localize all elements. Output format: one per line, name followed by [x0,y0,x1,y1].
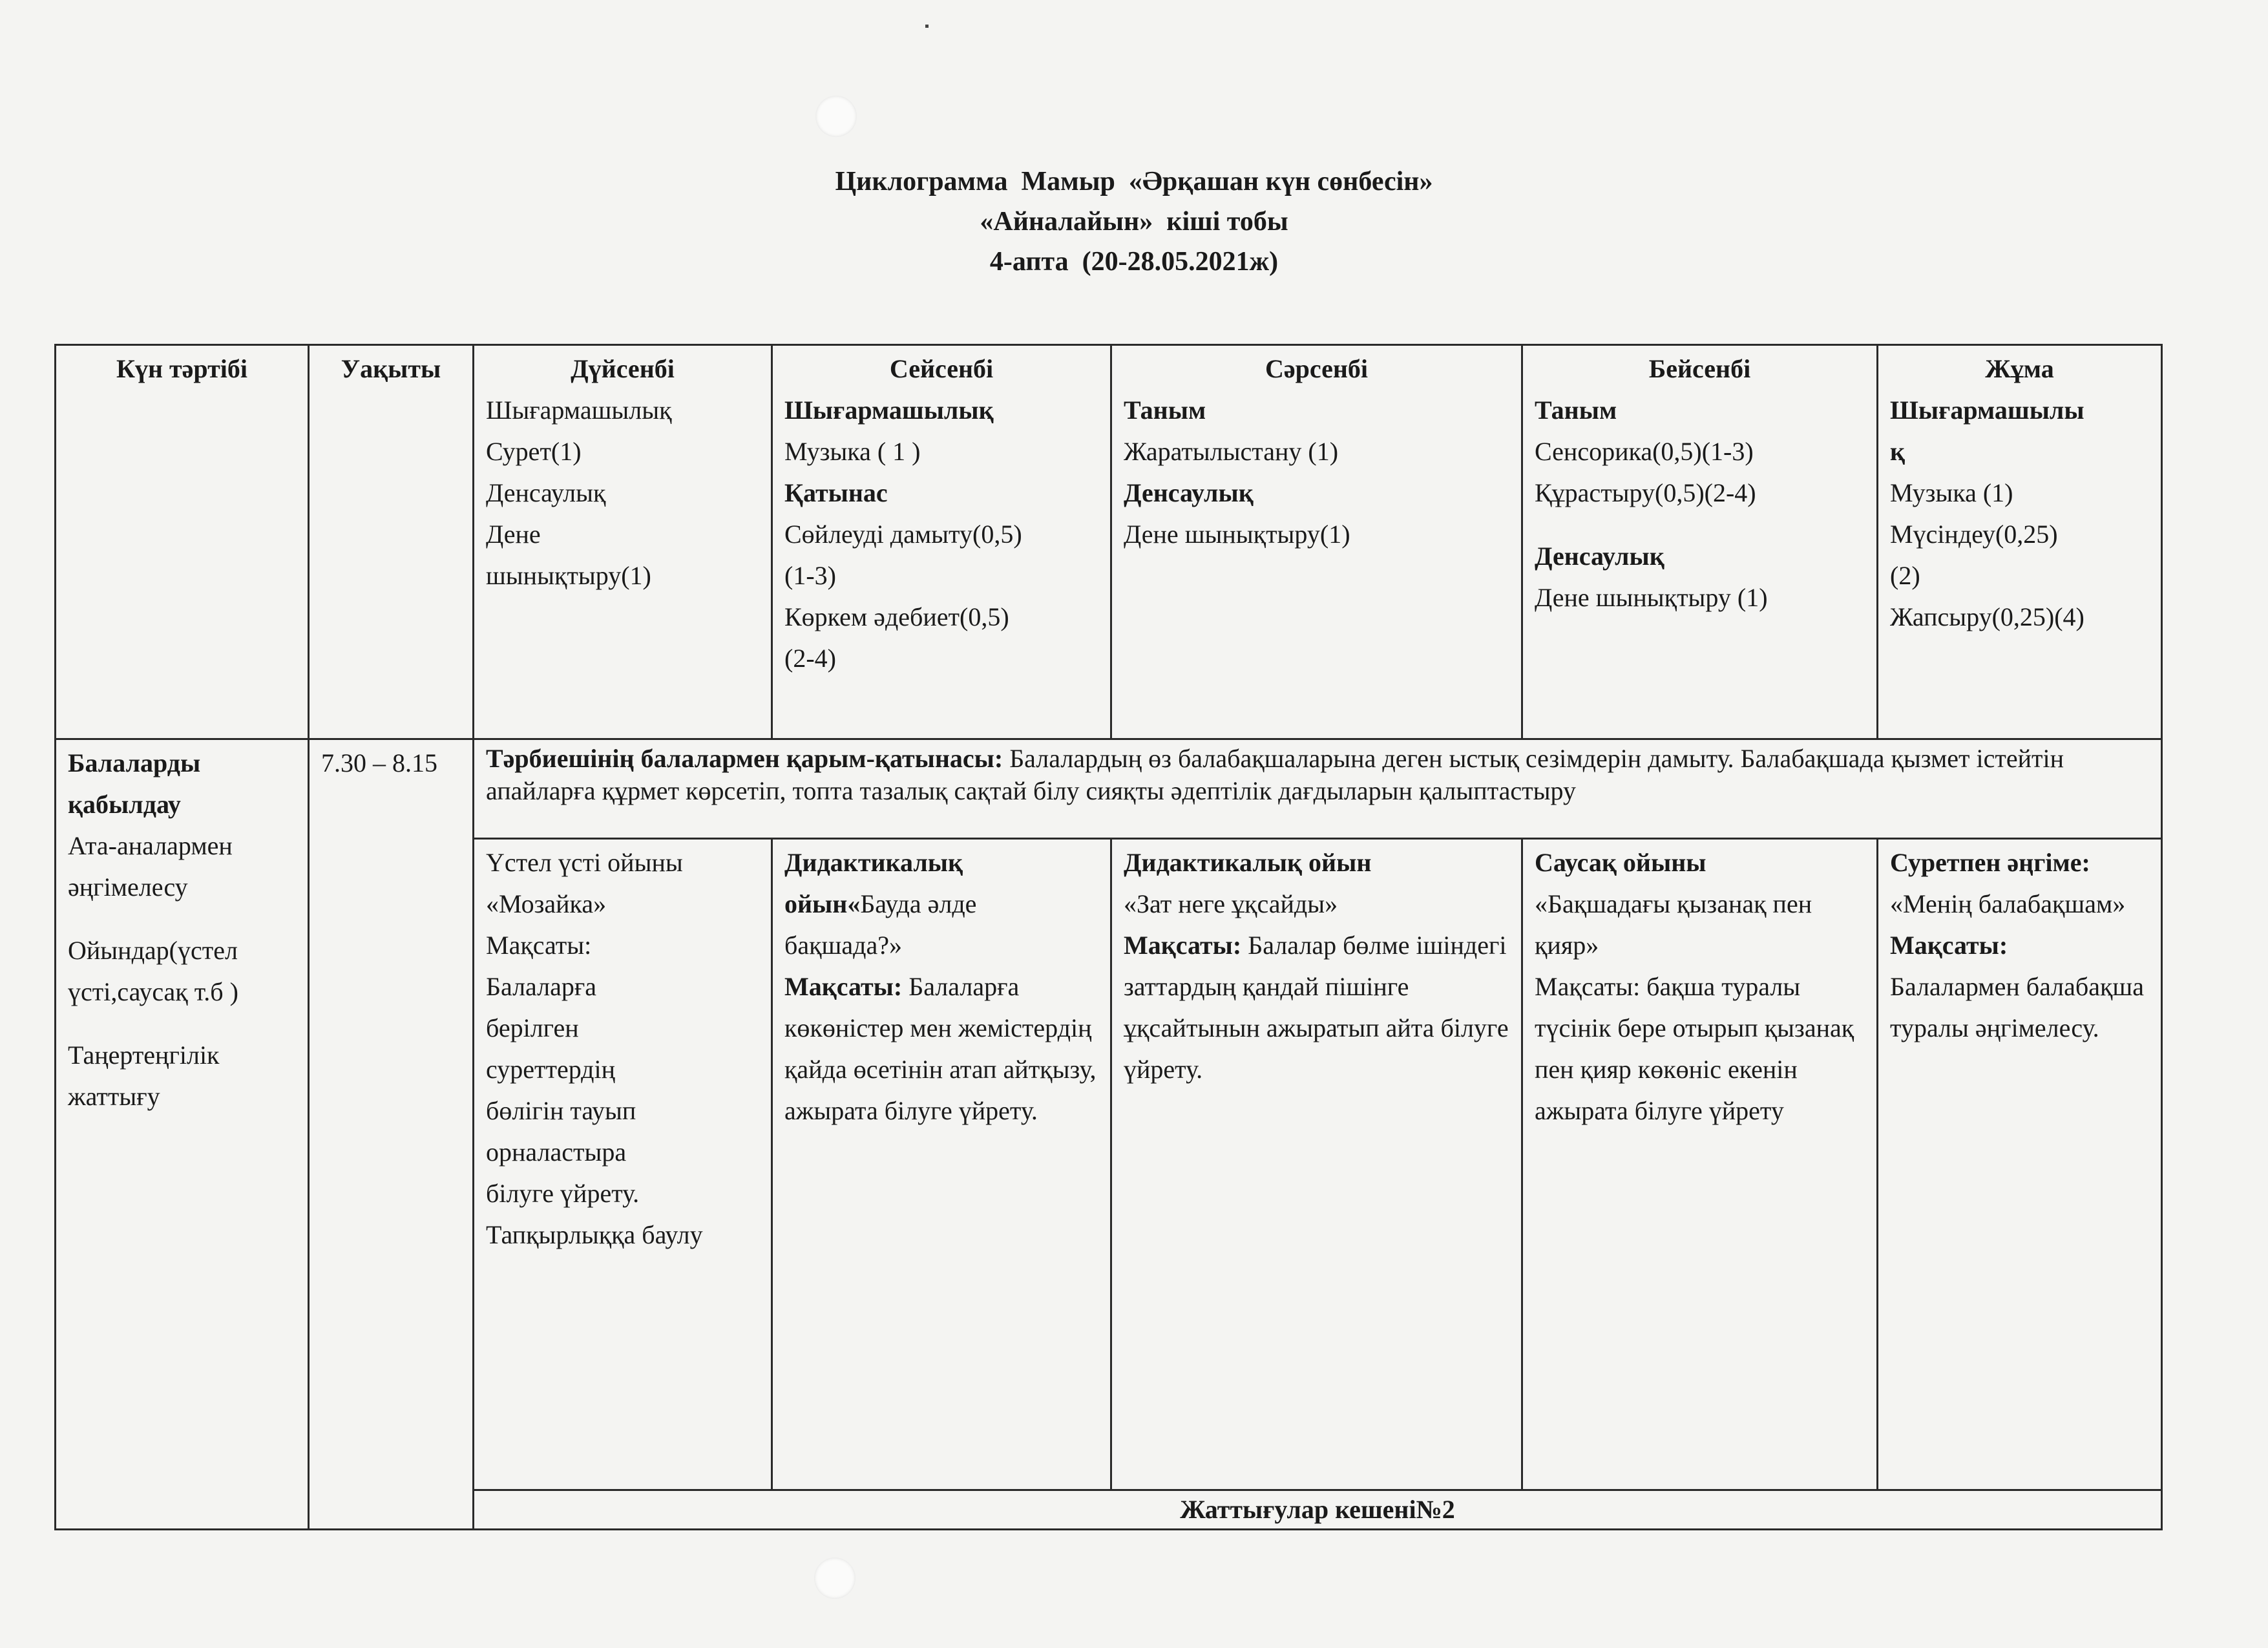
game-aim-label: Мақсаты: [784,972,903,1001]
subject-line: Музыка ( 1 ) [784,437,921,466]
game-name: бақшада?» [784,931,902,960]
communication-cell [474,739,2162,839]
game-line: Тапқырлыққа баулу [486,1220,703,1249]
subject-line: Дене шынықтыру (1) [1535,583,1768,612]
routine-item: Ата-аналармен [68,831,233,860]
subject-line: Сенсорика(0,5)(1-3) [1535,437,1754,466]
day-friday [1878,345,2162,739]
header-title: Циклограмма Мамыр «Әрқашан күн сөнбесін» [835,167,1433,196]
game-line: «Мозайка» [486,889,607,918]
communication-label: Тәрбиешінің балалармен қарым-қатынасы: [486,744,1003,773]
spacer [1535,514,1865,536]
scan-speck [925,25,929,28]
subject-line: Көркем әдебиет(0,5) [784,602,1009,631]
exercises-cell: Жаттығулар кешені№2 [474,1490,2162,1530]
game-thursday [1522,839,1878,1490]
routine-reception-cell [56,739,309,1530]
game-line: Үстел үсті ойыны [486,848,683,877]
day-name: Дүйсенбі [571,354,675,383]
game-aim-text: Мақсаты: бақша туралы түсінік бере отырып қызанақ пен қияр көкөніс екенін ажырата білуге үйрету [1535,972,1854,1125]
subject-line: Мүсіндеу(0,25) [1890,520,2058,549]
game-aim-label: Мақсаты: [1124,931,1242,960]
routine-item: әңгімелесу [68,872,188,902]
game-name: «Бақшадағы қызанақ пен қияр» [1535,889,1812,960]
subject-line: Жапсыру(0,25)(4) [1890,602,2084,631]
game-friday [1878,839,2162,1490]
subject-area: Денсаулық [1124,478,1254,507]
spacer [68,908,296,930]
subject-line: (2) [1890,561,1920,590]
game-title: Дидактикалық ойын [1124,848,1372,877]
subject-line: Сурет(1) [486,437,582,466]
subject-area: Шығармашылық [784,396,994,425]
game-name: «Зат неге ұқсайды» [1124,889,1338,918]
game-monday [474,839,772,1490]
header-week: 4-апта (20-28.05.2021ж) [989,247,1279,277]
spacer [68,1013,296,1035]
header-row [56,345,2162,739]
document-header [0,162,2268,282]
cyclogram-table [54,344,2163,1530]
subject-line: Дене шынықтыру(1) [1124,520,1350,549]
game-aim-text: Балалармен балабақша туралы әңгімелесу. [1890,972,2144,1042]
day-tuesday [772,345,1111,739]
game-line: бөлігін тауып [486,1096,636,1125]
day-name: Жұма [1985,354,2054,383]
game-line: орналастыра [486,1137,627,1167]
game-aim-text: Балалар бөлме ішіндегі заттардың қандай пішінге ұқсайтынын ажыратып айта білуге үйрету. [1124,931,1509,1084]
punch-hole-bottom [814,1558,856,1599]
subject-line: Дене [486,520,541,549]
day-name: Сәрсенбі [1265,354,1369,383]
game-name: «Менің балабақшам» [1890,889,2126,918]
game-wednesday [1111,839,1522,1490]
day-wednesday [1111,345,1522,739]
routine-item: жаттығу [68,1082,160,1111]
day-name: Бейсенбі [1648,354,1751,383]
routine-item: Таңертеңгілік [68,1041,220,1070]
subject-area: Денсаулық [1535,542,1664,571]
game-line: Балаларға [486,972,597,1001]
subject-line: (2-4) [784,644,836,673]
game-title: Саусақ ойыны [1535,848,1706,877]
routine-item: үсті,саусақ т.б ) [68,977,238,1006]
subject-area: Қатынас [784,478,888,507]
routine-title: Балаларды [68,748,201,777]
subject-line: Сөйлеуді дамыту(0,5) [784,520,1022,549]
subject-area: қ [1890,437,1906,466]
game-name: Бауда әлде [860,889,977,918]
subject-line: (1-3) [784,561,836,590]
game-aim-label: Мақсаты: [1890,931,2008,960]
routine-title: қабылдау [68,790,181,819]
subject-line: Құрастыру(0,5)(2-4) [1535,478,1756,507]
subject-area: Шығармашылы [1890,396,2084,425]
punch-hole-top [815,96,857,137]
game-line: Мақсаты: [486,931,592,960]
game-tuesday [772,839,1111,1490]
game-line: білуге үйрету. [486,1179,640,1208]
col-header-routine: Күн тәртібі [56,345,309,739]
header-group: «Айналайын» кіші тобы [980,207,1288,237]
col-header-time: Уақыты [309,345,474,739]
game-aim-text: Балаларға көкөністер мен жемістердің қайда өсетінін атап айтқызу, ажырата білуге үйрету. [784,972,1097,1125]
subject-area: Таным [1535,396,1617,425]
subject-area: Таным [1124,396,1206,425]
game-line: суреттердің [486,1055,616,1084]
game-title: ойын« [784,889,861,918]
game-title: Суретпен әңгіме: [1890,848,2090,877]
game-title: Дидактикалық [784,848,963,877]
day-name: Сейсенбі [889,354,994,383]
routine-item: Ойындар(үстел [68,936,238,965]
subject-line: шынықтыру(1) [486,561,651,590]
time-cell: 7.30 – 8.15 [309,739,474,1530]
communication-text: Балалардың өз балабақшаларына деген ыстық сезімдерін дамыту. Балабақшада қызмет істейтін апайларға құрмет көрсетіп, топта тазалық сақтай білу сияқты әдептілік дағдыларын қалыптастыру [486,744,2064,805]
communication-row [56,739,2162,839]
game-line: берілген [486,1013,579,1042]
day-monday [474,345,772,739]
day-thursday [1522,345,1878,739]
subject-line: Музыка (1) [1890,478,2013,507]
subject-line: Жаратылыстану (1) [1124,437,1339,466]
subject-line: Денсаулық [486,478,606,507]
subject-line: Шығармашылық [486,396,672,425]
